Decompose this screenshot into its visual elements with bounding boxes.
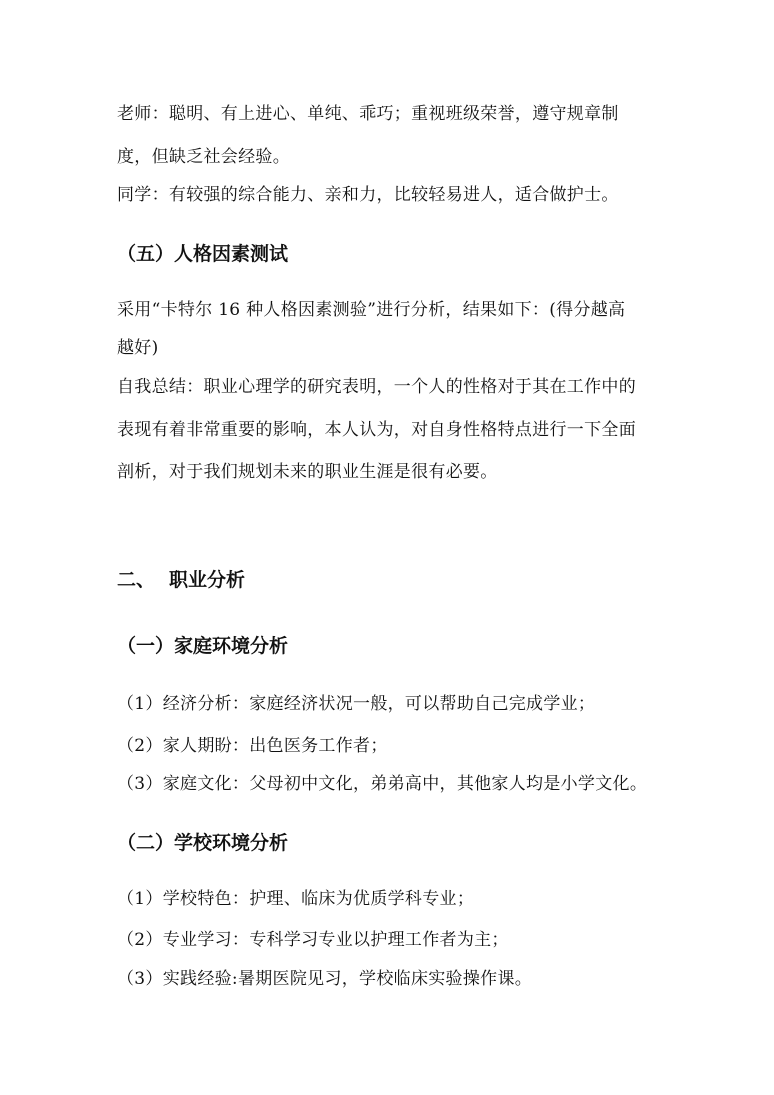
family-item-1: （1）经济分析：家庭经济状况一般，可以帮助自己完成学业； xyxy=(117,694,596,714)
school-item-3: （3）实践经验:暑期医院见习，学校临床实验操作课。 xyxy=(117,969,533,989)
teacher-view-line-1: 老师：聪明、有上进心、单纯、乖巧；重视班级荣誉，遵守规章制 xyxy=(117,104,619,124)
part-2-number: 二、 xyxy=(117,569,156,591)
school-item-1: （1）学校特色：护理、临床为优质学科专业； xyxy=(117,889,475,909)
self-summary-line-1: 自我总结：职业心理学的研究表明，一个人的性格对于其在工作中的 xyxy=(117,377,636,397)
school-item-2: （2）专业学习：专科学习专业以护理工作者为主； xyxy=(117,930,509,950)
section-5-intro-line-1: 采用“卡特尔 16 种人格因素测验”进行分析，结果如下：(得分越高 xyxy=(117,300,626,320)
section-5-intro-line-2: 越好) xyxy=(117,338,159,358)
family-analysis-heading: （一）家庭环境分析 xyxy=(117,635,289,657)
self-summary-line-3: 剖析，对于我们规划未来的职业生涯是很有必要。 xyxy=(117,462,498,482)
family-item-2: （2）家人期盼：出色医务工作者； xyxy=(117,736,388,756)
teacher-view-line-2: 度，但缺乏社会经验。 xyxy=(117,147,290,167)
family-item-3: （3）家庭文化：父母初中文化，弟弟高中，其他家人均是小学文化。 xyxy=(117,774,648,794)
section-5-heading: （五）人格因素测试 xyxy=(117,243,289,265)
part-2-title xyxy=(117,567,245,593)
classmate-view: 同学：有较强的综合能力、亲和力，比较轻易进人，适合做护士。 xyxy=(117,185,619,205)
self-summary-line-2: 表现有着非常重要的影响，本人认为，对自身性格特点进行一下全面 xyxy=(117,420,636,440)
part-2-title-text: 职业分析 xyxy=(169,569,246,591)
school-analysis-heading: （二）学校环境分析 xyxy=(117,832,289,854)
